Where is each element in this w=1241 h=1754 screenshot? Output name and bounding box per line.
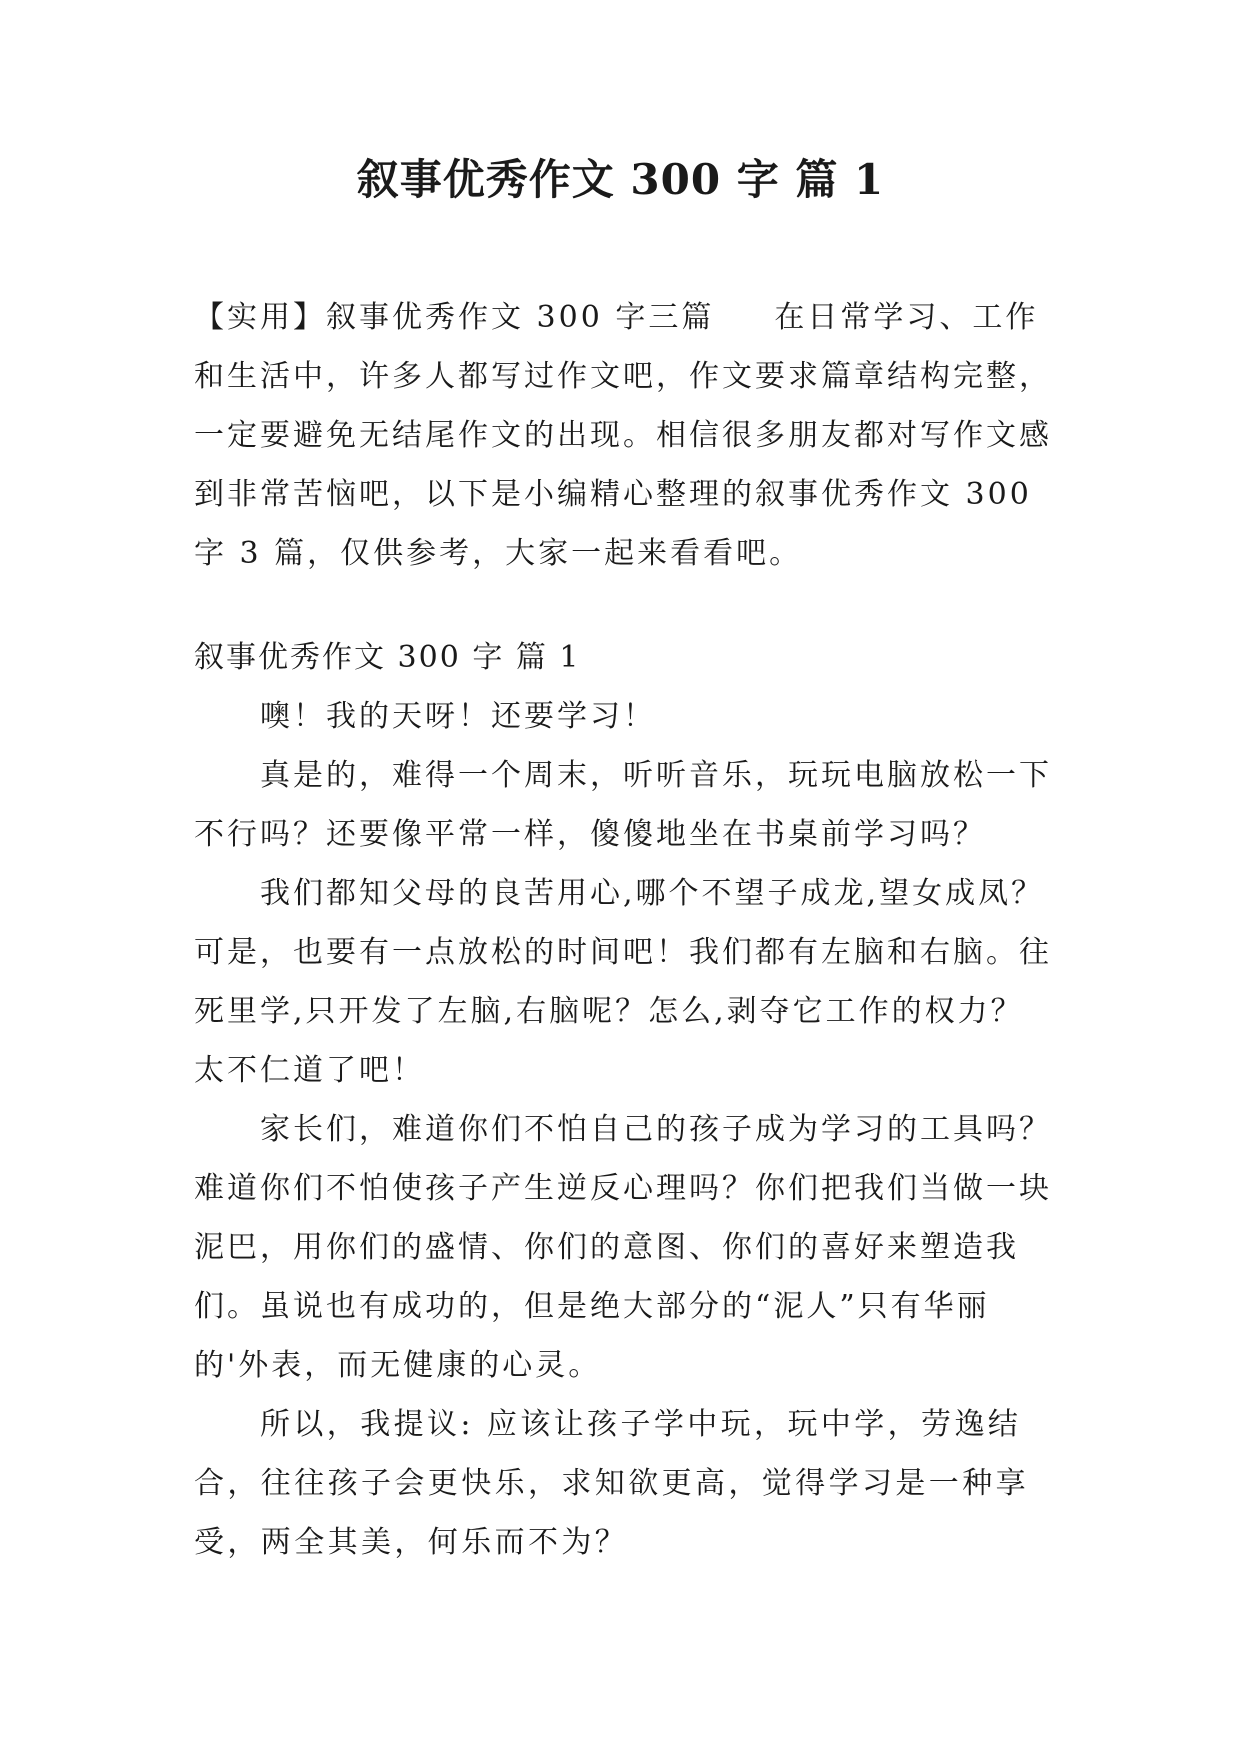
paragraph-2: 真是的，难得一个周末，听听音乐，玩玩电脑放松一下不行吗？还要像平常一样，傻傻地坐在书桌前学习吗？ (194, 758, 1052, 852)
paragraph-3: 我们都知父母的良苦用心,哪个不望子成龙,望女成凤？可是，也要有一点放松的时间吧！我们都有左脑和右脑。往死里学,只开发了左脑,右脑呢？怎么,剥夺它工作的权力？太不仁道了吧！ (194, 876, 1052, 1088)
paragraph-1: 噢！我的天呀！还要学习！ (260, 699, 656, 734)
document-body (194, 288, 1054, 1572)
paragraph-5: 所以，我提议: 应该让孩子学中玩，玩中学，劳逸结合，往往孩子会更快乐，求知欲更高，觉得学习是一种享受，两全其美，何乐而不为？ (194, 1407, 1029, 1560)
paragraph-4: 家长们，难道你们不怕自己的孩子成为学习的工具吗？难道你们不怕使孩子产生逆反心理吗？你们把我们当做一块泥巴，用你们的盛情、你们的意图、你们的喜好来塑造我们。虽说也有成功的，但是绝大部分的“泥人”只有华丽的'外表，而无健康的心灵。 (194, 1112, 1052, 1383)
document-title: 叙事优秀作文 300 字 篇 1 (356, 155, 885, 204)
intro-lead: 【实用】叙事优秀作文 300 字三篇 (194, 300, 715, 335)
section-title: 叙事优秀作文 300 字 篇 1 (194, 640, 581, 675)
intro-text: 在日常学习、工作和生活中，许多人都写过作文吧，作文要求篇章结构完整，一定要避免无结尾作文的出现。相信很多朋友都对写作文感到非常苦恼吧，以下是小编精心整理的叙事优秀作文 300 字 3 篇，仅供参考，大家一起来看看吧。 (194, 300, 1052, 571)
intro-paragraph (194, 288, 1054, 583)
